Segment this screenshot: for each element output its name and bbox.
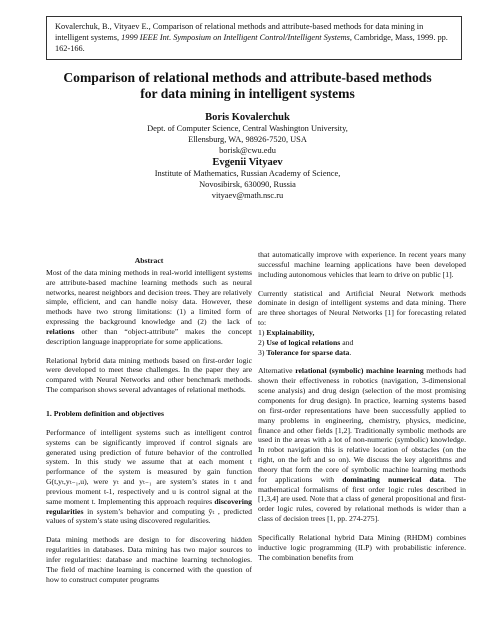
section-1-heading: 1. Problem definition and objectives xyxy=(46,408,164,418)
abstract-p1-bold: relations xyxy=(46,326,75,336)
list-item-text: Use of logical relations xyxy=(266,337,341,347)
citation-venue: 1999 IEEE Int. Symposium on Intelligent Control/Intelligent Systems xyxy=(121,33,350,42)
paper-title xyxy=(30,70,465,102)
citation-authors-title: Kovalerchuk, B., Vityaev E., Comparison of relational methods and attribute-based methods for data mining in intelligent systems, xyxy=(55,22,424,42)
right-p3-text-a: Alternative xyxy=(258,366,293,376)
right-p3-text-c: . The mathematical formalisms of first order logic rules described in [1,3,4] are used. Note that a class of general propositional and first-order logic rules, covered by relational methods is wider than a class of decision trees [1, pp. 274-275]. xyxy=(258,474,466,524)
author-1-name: Boris Kovalerchuk xyxy=(205,112,290,123)
right-column xyxy=(258,250,466,571)
section-1-p1-text: Performance of intelligent systems such as intelligent control systems can be significantly improved if control signals are generated using prediction of future behavior of the controlled system. In this study we assume that at each moment t performance of the system is measured by gain function G(t,yₜ,yₜ₋₁,u), were yₜ and yₜ₋₁ are system’s states in t and previous moment t-1, respectively and u is control signal at the same moment t. Implementing this approach requires xyxy=(46,427,252,506)
author-1-affiliation: Dept. of Computer Science, Central Washington University, xyxy=(147,124,348,133)
abstract-paragraph-2: Relational hybrid data mining methods based on first-order logic were developed to meet these challenges. In the paper they are compared with Neural Networks and other benchmark methods. The comparison shows several advantages of relational methods. xyxy=(46,355,252,395)
list-item-number: 2) xyxy=(258,337,265,347)
author-1-address: Ellensburg, WA, 98926-7520, USA xyxy=(188,134,307,144)
list-item-number: 1) xyxy=(258,327,265,337)
list-item-number: 3) xyxy=(258,347,265,357)
right-paragraph-1: that automatically improve with experience. In recent years many successful machine learning applications have been developed including autonomous vehicles that learn to drive on public [1]. xyxy=(258,250,466,279)
section-1-p1-end: in system’s behavior and computing ŷₜ , predicted values of system’s state using discovered regularities. xyxy=(46,506,252,526)
abstract-p1-end: other than “object-attribute” makes the concept description language inappropriate for some applications. xyxy=(46,326,253,346)
shortages-list xyxy=(258,328,466,358)
right-p3-bold-1: relational (symbolic) machine learning xyxy=(295,366,424,376)
right-paragraph-2: Currently statistical and Artificial Neural Network methods dominate in design of intelligent systems and data mining. There are three shortages of Neural Networks [1] for forecasting related to: xyxy=(258,288,466,328)
citation-location-pages: , Cambridge, Mass, 1999. pp. 162-166. xyxy=(55,33,448,53)
section-1-paragraph-1 xyxy=(46,428,252,526)
right-p3-text-b: methods had shown their effectiveness in robotics (navigation, 3-dimensional scene analysis) and drug design (selection of the most promising components for drug design). In practice, learning systems based on first-order representations have been successfully applied to many problems in engineering, chemistry, physics, medicine, finance and other fields [1,2]. Traditionally symbolic methods are used in the areas with a lot of non-numeric (symbolic) knowledge. In robot navigation this is relative location of obstacles (on the right, on the left and so on). We discuss the key algorithms and theory that form the core of symbolic machine learning methods for applications with xyxy=(258,366,467,484)
list-item xyxy=(258,348,466,358)
list-item-tail: and xyxy=(340,337,354,347)
author-2-name: Evgenii Vityaev xyxy=(212,157,283,169)
section-1-p1-bold: discovering regularities xyxy=(46,496,252,516)
author-1-email: borisk@cwu.edu xyxy=(219,145,276,155)
right-paragraph-3 xyxy=(258,366,466,524)
right-paragraph-4: Specifically Relational hybrid Data Mining (RHDM) combines inductive logic programming (ILP) with probabilistic inference. The combination benefits from xyxy=(258,532,466,562)
author-block xyxy=(60,111,435,202)
abstract-p1-text: Most of the data mining methods in real-world intelligent systems are attribute-based machine learning methods such as neural networks, nearest neighbors and decision trees. They are relatively simple, efficient, and can handle noisy data. However, these methods have two strong limitations: (1) a limited form of expressing the background knowledge and (2) the lack of xyxy=(46,267,252,327)
citation-box xyxy=(46,16,462,60)
left-column xyxy=(46,256,252,593)
abstract-heading: Abstract xyxy=(134,256,164,265)
list-item xyxy=(258,338,466,348)
author-2-email: vityaev@math.nsc.ru xyxy=(211,190,284,200)
paper-title-line-2: for data mining in intelligent systems xyxy=(140,86,355,101)
list-item xyxy=(258,328,466,338)
author-2-address: Novosibirsk, 630090, Russia xyxy=(199,180,296,190)
list-item-text: Tolerance for sparse data xyxy=(266,347,350,357)
list-item-text: Explainability, xyxy=(266,327,315,337)
author-2-affiliation: Institute of Mathematics, Russian Academy of Science, xyxy=(154,169,341,179)
right-p3-bold-2: dominating numerical data xyxy=(342,474,445,484)
abstract-paragraph-1 xyxy=(46,268,252,347)
paper-title-line-1: Comparison of relational methods and attribute-based methods xyxy=(63,70,432,85)
list-item-tail: . xyxy=(349,347,352,357)
section-1-paragraph-2: Data mining methods are design to for discovering hidden regularities in databases. Data mining has two major sources to infer regularities: database and machine learning technologies. The field of machine learning is concerned with the question of how to construct computer programs xyxy=(46,535,252,584)
